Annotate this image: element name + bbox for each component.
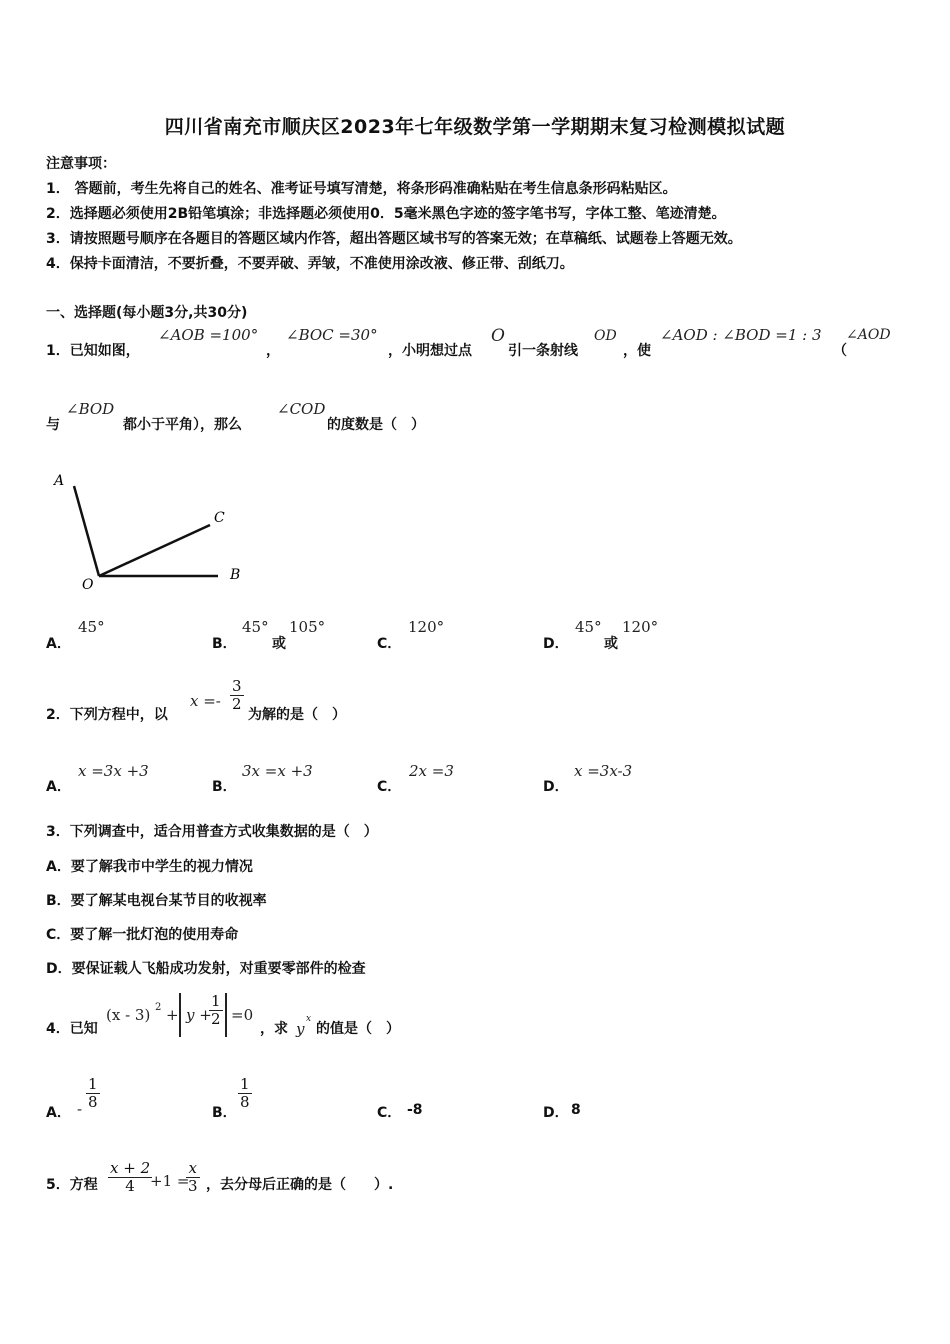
q4-exponent: 2 [155,1002,162,1013]
fraction-numerator: 1 [88,1075,98,1093]
q2-option-value: 2x =3 [409,762,454,780]
q4-option-value: 8 [571,1102,581,1118]
q1-math: O [491,326,505,346]
q5-text: 5．方程 [46,1177,98,1193]
q4-math: y [296,1020,305,1038]
q4-option-label: C． [377,1105,402,1121]
notice-item: 2．选择题必须使用2B铅笔填涂；非选择题必须使用0．5毫米黑色字迹的签字笔书写，字体工整、笔迹清楚。 [46,206,726,222]
label-o: O [82,577,94,593]
fraction-denominator: 4 [125,1177,135,1196]
q1-math: ∠AOD : ∠BOD =1 : 3 [660,326,822,344]
fraction-denominator: 2 [232,695,242,714]
q1-option-value: 120° [622,618,659,636]
q4-option-label: D． [543,1105,569,1121]
fraction-numerator: 3 [232,677,242,695]
fraction-denominator: 8 [88,1093,98,1112]
q1-text: ，小明想过点 [388,343,472,359]
q2-text: 为解的是（ ） [248,707,346,723]
q4-math: + [166,1006,179,1024]
q1-text: 都小于平角），那么 [123,417,242,433]
q4-text: ，求 [260,1021,288,1037]
q1-option-label: C． [377,636,402,652]
q4-option-label: A． [46,1105,71,1121]
q4-text: 的值是（ ） [316,1021,400,1037]
q1-text: （ [833,343,847,359]
q1-option-label: B． [212,636,237,652]
q2-option-label: A． [46,779,71,795]
q2-option-label: C． [377,779,402,795]
notice-item: 4．保持卡面清洁，不要折叠，不要弄破、弄皱，不准使用涂改液、修正带、刮纸刀。 [46,256,574,272]
q1-option-value: 45° [242,618,269,636]
angle-figure [40,465,260,595]
label-b: B [230,567,241,583]
fraction-denominator: 8 [240,1093,250,1112]
q2-option-label: B． [212,779,237,795]
abs-bar-right [225,993,227,1037]
q1-text: ， [266,343,280,359]
q4-text: 4．已知 [46,1021,98,1037]
q2-option-label: D． [543,779,569,795]
q4-option-sign: - [77,1100,83,1118]
q2-option-value: x =3x +3 [78,762,149,780]
fraction-numerator: x [186,1160,200,1178]
q1-math: OD [594,328,617,344]
q1-option-label: D． [543,636,569,652]
page-title: 四川省南充市顺庆区2023年七年级数学第一学期期末复习检测模拟试题 [164,116,786,138]
label-a: A [54,473,65,489]
q2-option-value: 3x =x +3 [242,762,313,780]
q2-option-value: x =3x-3 [574,762,633,780]
abs-bar-left [179,993,181,1037]
q2-text: 2．下列方程中，以 [46,707,168,723]
q4-option-fraction [238,1076,252,1112]
q1-option-value: 45° [575,618,602,636]
q1-text: 的度数是（ ） [327,417,425,433]
fraction-numerator: 1 [211,992,221,1010]
q1-option-or: 或 [272,636,286,652]
q1-math: ∠AOD [846,327,891,343]
ray-oa [74,486,99,576]
q1-math: ∠AOB =100° [158,326,259,344]
q1-math: ∠COD [277,400,326,418]
q4-math: =0 [231,1006,254,1024]
notice-heading: 注意事项： [46,156,116,172]
section-heading: 一、选择题(每小题3分,共30分) [46,305,248,321]
q5-text: ，去分母后正确的是（ ）. [206,1177,394,1193]
q3-option: C．要了解一批灯泡的使用寿命 [46,927,239,943]
fraction-numerator: 1 [240,1075,250,1093]
q3-option: B．要了解某电视台某节目的收视率 [46,893,267,909]
notice-item: 1． 答题前，考生先将自己的姓名、准考证号填写清楚，将条形码准确粘贴在考生信息条形码粘贴区。 [46,181,677,197]
q4-exponent: x [306,1014,312,1024]
q4-option-label: B． [212,1105,237,1121]
q4-option-fraction [86,1076,100,1112]
q1-option-or: 或 [604,636,618,652]
q1-math: ∠BOC =30° [286,326,378,344]
q2-fraction [230,678,244,714]
q1-text: 与 [46,417,60,433]
q4-fraction [209,993,223,1029]
fraction-denominator: 2 [211,1010,221,1029]
q1-math: ∠BOD [66,400,115,418]
notice-item: 3．请按照题号顺序在各题目的答题区域内作答，超出答题区域书写的答案无效；在草稿纸、试题卷上答题无效。 [46,231,742,247]
q3-option: D．要保证载人飞船成功发射，对重要零部件的检查 [46,961,366,977]
q3-option: A．要了解我市中学生的视力情况 [46,859,253,875]
q1-option-value: 120° [408,618,445,636]
ray-oc [99,525,210,576]
q5-math: +1 = [150,1172,190,1190]
q1-text: 1．已知如图， [46,343,140,359]
q5-fraction [108,1160,152,1196]
q5-fraction [186,1160,200,1196]
q4-option-value: -8 [407,1102,423,1118]
q1-option-value: 45° [78,618,105,636]
q1-option-value: 105° [289,618,326,636]
label-c: C [214,510,225,526]
q4-math: y + [186,1006,212,1024]
q2-math: x =- [190,692,221,710]
fraction-numerator: x + 2 [110,1159,151,1177]
q4-math: (x - 3) [106,1006,151,1024]
q1-option-label: A． [46,636,71,652]
q1-text: 引一条射线 [508,343,578,359]
q1-text: ，使 [623,343,651,359]
q3-text: 3．下列调查中，适合用普查方式收集数据的是（ ） [46,824,378,840]
fraction-denominator: 3 [188,1177,198,1196]
